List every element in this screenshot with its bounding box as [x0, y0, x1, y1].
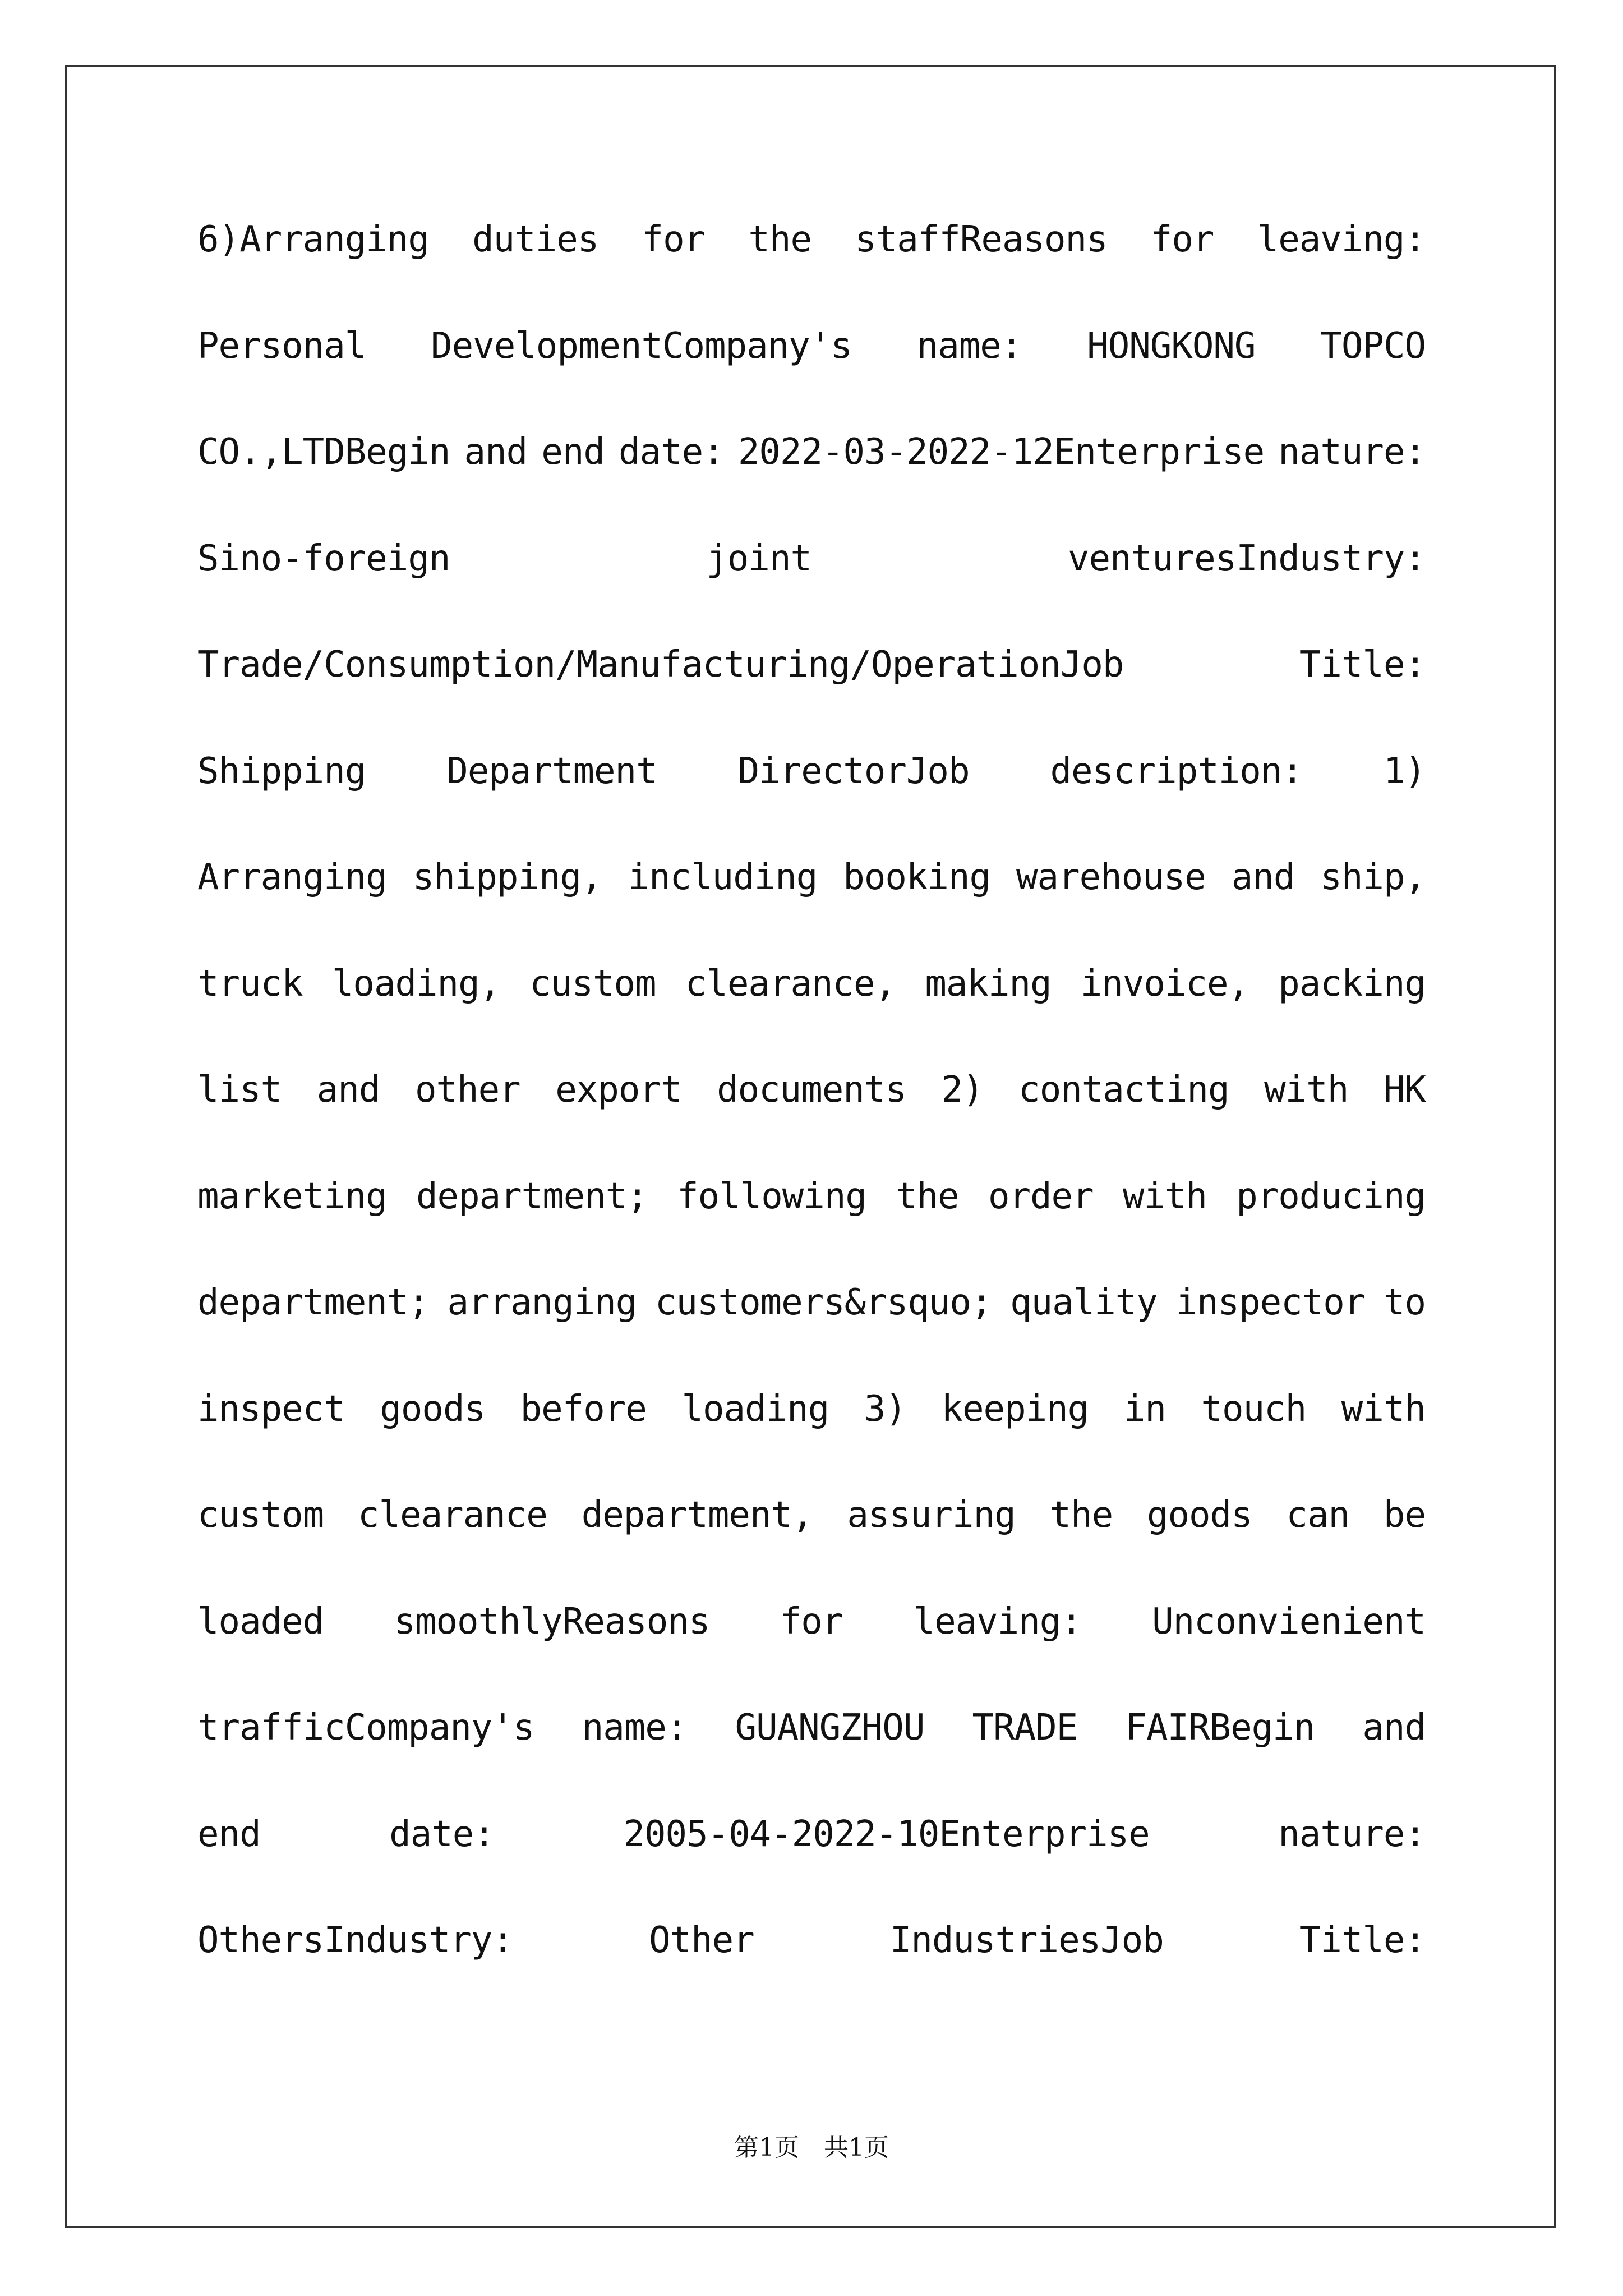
word: assuring	[847, 1494, 1016, 1536]
word: Other	[649, 1920, 754, 1961]
word: arranging	[447, 1282, 637, 1323]
text-line	[197, 1707, 1426, 1814]
word: truck	[197, 963, 303, 1005]
word: list	[197, 1069, 282, 1111]
text-line	[197, 963, 1426, 1070]
word: documents	[717, 1069, 906, 1111]
text-line	[197, 1601, 1426, 1708]
word: goods	[1146, 1494, 1252, 1536]
word: HK	[1383, 1069, 1426, 1111]
document-body	[197, 219, 1426, 2026]
word: 6)Arranging	[197, 219, 429, 260]
word: packing	[1278, 963, 1426, 1005]
text-line	[197, 644, 1426, 751]
word: quality	[1010, 1282, 1158, 1323]
word: and	[464, 431, 528, 473]
text-line	[197, 857, 1426, 963]
word: description:	[1050, 750, 1303, 792]
text-line	[197, 1176, 1426, 1282]
word: to	[1383, 1282, 1426, 1323]
word: the	[1049, 1494, 1113, 1536]
word: making	[925, 963, 1052, 1005]
word: department;	[197, 1282, 429, 1323]
word: including	[628, 857, 818, 898]
word: 2)	[941, 1069, 984, 1111]
word: TOPCO	[1320, 325, 1426, 367]
word: smoothlyReasons	[394, 1600, 710, 1642]
word: trafficCompany's	[197, 1707, 534, 1749]
text-line	[197, 1069, 1426, 1176]
word: 2005-04-2022-10Enterprise	[623, 1813, 1150, 1855]
word: for	[1150, 219, 1214, 260]
word: end	[541, 431, 605, 473]
word: leaving:	[1257, 219, 1426, 260]
word: with	[1264, 1069, 1349, 1111]
word: Unconvienient	[1152, 1600, 1426, 1642]
word: touch	[1201, 1388, 1307, 1430]
word: Department	[446, 750, 657, 792]
word: inspect	[197, 1388, 345, 1430]
word: CO.,LTDBegin	[197, 431, 450, 473]
text-line	[197, 431, 1426, 538]
text-line	[197, 538, 1426, 645]
word: name:	[916, 325, 1022, 367]
word: duties	[472, 219, 599, 260]
word: shipping,	[412, 857, 602, 898]
word: the	[896, 1175, 959, 1217]
text-line	[197, 1282, 1426, 1388]
text-line	[197, 325, 1426, 432]
word: FAIRBegin	[1125, 1707, 1315, 1749]
word: warehouse	[1016, 857, 1206, 898]
word: invoice,	[1080, 963, 1249, 1005]
word: HONGKONG	[1087, 325, 1256, 367]
word: loading,	[331, 963, 501, 1005]
word: other	[414, 1069, 520, 1111]
word: loading	[681, 1388, 829, 1430]
word: following	[677, 1175, 866, 1217]
word: and	[1362, 1707, 1426, 1749]
word: customers&rsquo;	[654, 1282, 992, 1323]
word: the	[748, 219, 811, 260]
word: custom	[529, 963, 656, 1005]
word: name:	[582, 1707, 688, 1749]
word: booking	[843, 857, 991, 898]
word: Trade/Consumption/Manufacturing/OperationJob	[197, 644, 1124, 685]
word: for	[642, 219, 706, 260]
text-line	[197, 751, 1426, 857]
word: clearance	[358, 1494, 547, 1536]
word: for	[780, 1600, 843, 1642]
word: ship,	[1320, 857, 1426, 898]
word: 2022-03-2022-12Enterprise	[737, 431, 1265, 473]
word: department;	[416, 1175, 648, 1217]
word: keeping	[941, 1388, 1089, 1430]
word: with	[1341, 1388, 1426, 1430]
word: loaded	[197, 1600, 324, 1642]
word: Sino-foreign	[197, 537, 450, 579]
word: before	[520, 1388, 647, 1430]
word: leaving:	[913, 1600, 1082, 1642]
word: staffReasons	[855, 219, 1108, 260]
word: and	[316, 1069, 380, 1111]
word: date:	[619, 431, 724, 473]
word: 3)	[864, 1388, 906, 1430]
word: inspector	[1175, 1282, 1366, 1323]
text-line	[197, 1814, 1426, 1920]
word: Shipping	[197, 750, 366, 792]
word: GUANGZHOU	[735, 1707, 925, 1749]
word: clearance,	[685, 963, 896, 1005]
word: TRADE	[972, 1707, 1078, 1749]
word: custom	[197, 1494, 324, 1536]
word: end	[197, 1813, 261, 1855]
text-line	[197, 1388, 1426, 1495]
word: Title:	[1299, 644, 1426, 685]
page-number-footer: 第1页 共1页	[734, 2133, 889, 2162]
word: DirectorJob	[737, 750, 970, 792]
word: department,	[581, 1494, 813, 1536]
word: 1)	[1383, 750, 1426, 792]
word: venturesIndustry:	[1067, 537, 1426, 579]
word: marketing	[197, 1175, 387, 1217]
text-line	[197, 219, 1426, 325]
word: joint	[706, 537, 811, 579]
word: in	[1123, 1388, 1166, 1430]
word: nature:	[1278, 1813, 1426, 1855]
word: Title:	[1299, 1920, 1426, 1961]
text-line	[197, 1494, 1426, 1601]
word: IndustriesJob	[889, 1920, 1164, 1961]
word: contacting	[1018, 1069, 1229, 1111]
word: producing	[1236, 1175, 1426, 1217]
word: with	[1122, 1175, 1207, 1217]
text-line	[197, 1920, 1426, 2026]
word: Personal	[197, 325, 366, 367]
word: be	[1383, 1494, 1426, 1536]
word: order	[988, 1175, 1094, 1217]
word: OthersIndustry:	[197, 1920, 513, 1961]
word: nature:	[1278, 431, 1426, 473]
word: can	[1286, 1494, 1350, 1536]
word: Arranging	[197, 857, 387, 898]
word: and	[1231, 857, 1295, 898]
word: goods	[380, 1388, 485, 1430]
word: DevelopmentCompany's	[431, 325, 852, 367]
word: date:	[389, 1813, 495, 1855]
word: export	[555, 1069, 682, 1111]
